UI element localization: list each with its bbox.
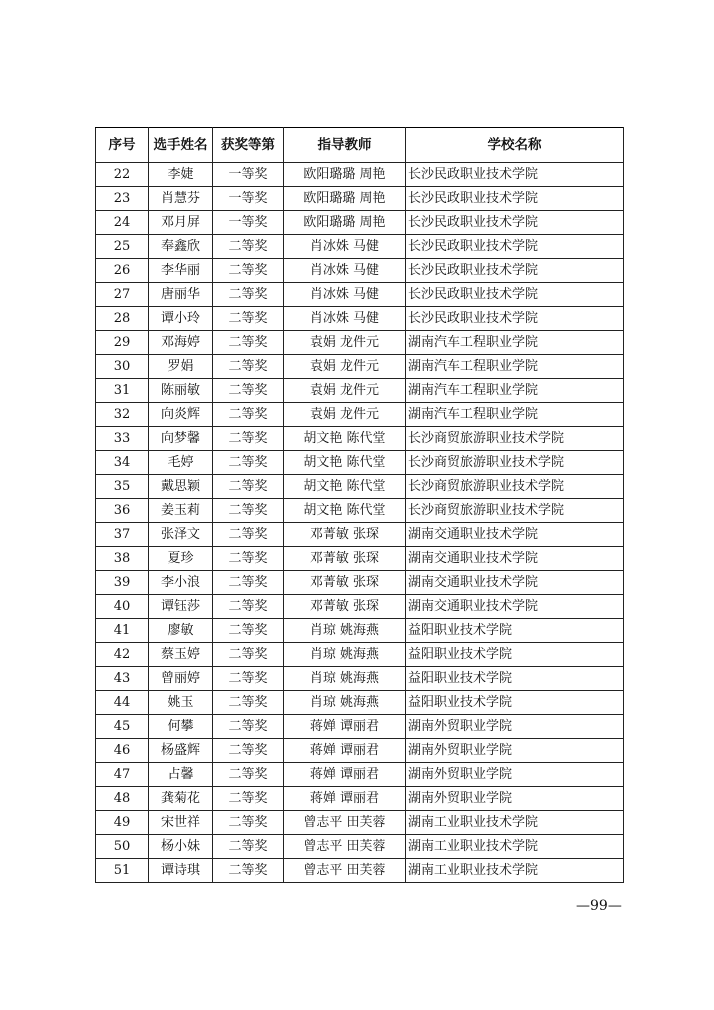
header-index: 序号 bbox=[96, 128, 149, 163]
table-row bbox=[96, 211, 624, 235]
contestant-name: 邓月屏 bbox=[149, 211, 213, 235]
award-level: 二等奖 bbox=[213, 259, 284, 283]
table-row bbox=[96, 787, 624, 811]
page-number: —99— bbox=[576, 898, 622, 914]
table-row bbox=[96, 547, 624, 571]
table-row bbox=[96, 643, 624, 667]
table-row bbox=[96, 619, 624, 643]
instructor-names: 胡文艳 陈代堂 bbox=[284, 475, 406, 499]
instructor-names: 肖冰姝 马健 bbox=[284, 307, 406, 331]
award-level: 二等奖 bbox=[213, 859, 284, 883]
row-index: 41 bbox=[96, 619, 149, 643]
instructor-names: 袁娟 龙件元 bbox=[284, 403, 406, 427]
table-row bbox=[96, 859, 624, 883]
instructor-names: 胡文艳 陈代堂 bbox=[284, 427, 406, 451]
award-level: 一等奖 bbox=[213, 187, 284, 211]
award-level: 二等奖 bbox=[213, 667, 284, 691]
contestant-name: 唐丽华 bbox=[149, 283, 213, 307]
school-name: 益阳职业技术学院 bbox=[406, 619, 624, 643]
table-row bbox=[96, 259, 624, 283]
contestant-name: 李婕 bbox=[149, 163, 213, 187]
award-level: 二等奖 bbox=[213, 619, 284, 643]
contestant-name: 谭小玲 bbox=[149, 307, 213, 331]
row-index: 24 bbox=[96, 211, 149, 235]
school-name: 湖南工业职业技术学院 bbox=[406, 859, 624, 883]
award-level: 二等奖 bbox=[213, 379, 284, 403]
contestant-name: 罗娟 bbox=[149, 355, 213, 379]
school-name: 长沙商贸旅游职业技术学院 bbox=[406, 499, 624, 523]
award-level: 二等奖 bbox=[213, 331, 284, 355]
row-index: 33 bbox=[96, 427, 149, 451]
row-index: 29 bbox=[96, 331, 149, 355]
header-instructor: 指导教师 bbox=[284, 128, 406, 163]
award-level: 二等奖 bbox=[213, 235, 284, 259]
table-row bbox=[96, 475, 624, 499]
award-level: 二等奖 bbox=[213, 427, 284, 451]
table-row bbox=[96, 835, 624, 859]
row-index: 45 bbox=[96, 715, 149, 739]
contestant-name: 廖敏 bbox=[149, 619, 213, 643]
instructor-names: 欧阳璐璐 周艳 bbox=[284, 211, 406, 235]
instructor-names: 胡文艳 陈代堂 bbox=[284, 499, 406, 523]
table-row bbox=[96, 283, 624, 307]
school-name: 湖南汽车工程职业学院 bbox=[406, 403, 624, 427]
school-name: 长沙商贸旅游职业技术学院 bbox=[406, 451, 624, 475]
award-level: 二等奖 bbox=[213, 715, 284, 739]
award-level: 一等奖 bbox=[213, 163, 284, 187]
award-level: 二等奖 bbox=[213, 763, 284, 787]
instructor-names: 邓菁敏 张琛 bbox=[284, 547, 406, 571]
award-level: 二等奖 bbox=[213, 307, 284, 331]
award-level: 二等奖 bbox=[213, 739, 284, 763]
award-level: 二等奖 bbox=[213, 451, 284, 475]
header-contestant: 选手姓名 bbox=[149, 128, 213, 163]
instructor-names: 袁娟 龙件元 bbox=[284, 331, 406, 355]
school-name: 湖南外贸职业学院 bbox=[406, 763, 624, 787]
row-index: 43 bbox=[96, 667, 149, 691]
header-award-level: 获奖等第 bbox=[213, 128, 284, 163]
row-index: 32 bbox=[96, 403, 149, 427]
school-name: 湖南汽车工程职业学院 bbox=[406, 331, 624, 355]
award-level: 二等奖 bbox=[213, 403, 284, 427]
instructor-names: 肖琼 姚海燕 bbox=[284, 643, 406, 667]
school-name: 湖南外贸职业学院 bbox=[406, 715, 624, 739]
row-index: 47 bbox=[96, 763, 149, 787]
instructor-names: 袁娟 龙件元 bbox=[284, 355, 406, 379]
award-level: 二等奖 bbox=[213, 499, 284, 523]
school-name: 长沙民政职业技术学院 bbox=[406, 283, 624, 307]
table-row bbox=[96, 691, 624, 715]
instructor-names: 袁娟 龙件元 bbox=[284, 379, 406, 403]
contestant-name: 蔡玉婷 bbox=[149, 643, 213, 667]
row-index: 35 bbox=[96, 475, 149, 499]
row-index: 25 bbox=[96, 235, 149, 259]
table-row bbox=[96, 163, 624, 187]
table-row bbox=[96, 571, 624, 595]
table-row bbox=[96, 355, 624, 379]
row-index: 50 bbox=[96, 835, 149, 859]
row-index: 27 bbox=[96, 283, 149, 307]
contestant-name: 戴思颖 bbox=[149, 475, 213, 499]
instructor-names: 邓菁敏 张琛 bbox=[284, 571, 406, 595]
award-table bbox=[95, 127, 624, 883]
header-school: 学校名称 bbox=[406, 128, 624, 163]
award-level: 二等奖 bbox=[213, 355, 284, 379]
contestant-name: 李华丽 bbox=[149, 259, 213, 283]
row-index: 44 bbox=[96, 691, 149, 715]
contestant-name: 宋世祥 bbox=[149, 811, 213, 835]
row-index: 28 bbox=[96, 307, 149, 331]
contestant-name: 张泽文 bbox=[149, 523, 213, 547]
award-level: 二等奖 bbox=[213, 691, 284, 715]
table-row bbox=[96, 739, 624, 763]
contestant-name: 姚玉 bbox=[149, 691, 213, 715]
instructor-names: 蒋婵 谭丽君 bbox=[284, 715, 406, 739]
instructor-names: 肖冰姝 马健 bbox=[284, 235, 406, 259]
school-name: 益阳职业技术学院 bbox=[406, 691, 624, 715]
table-header bbox=[96, 128, 624, 163]
contestant-name: 杨小妹 bbox=[149, 835, 213, 859]
instructor-names: 蒋婵 谭丽君 bbox=[284, 739, 406, 763]
instructor-names: 蒋婵 谭丽君 bbox=[284, 787, 406, 811]
row-index: 38 bbox=[96, 547, 149, 571]
school-name: 长沙商贸旅游职业技术学院 bbox=[406, 427, 624, 451]
table-row bbox=[96, 307, 624, 331]
instructor-names: 曾志平 田芙蓉 bbox=[284, 835, 406, 859]
instructor-names: 邓菁敏 张琛 bbox=[284, 595, 406, 619]
school-name: 长沙商贸旅游职业技术学院 bbox=[406, 475, 624, 499]
school-name: 湖南外贸职业学院 bbox=[406, 787, 624, 811]
table-row bbox=[96, 523, 624, 547]
instructor-names: 曾志平 田芙蓉 bbox=[284, 859, 406, 883]
school-name: 湖南汽车工程职业学院 bbox=[406, 379, 624, 403]
school-name: 长沙民政职业技术学院 bbox=[406, 187, 624, 211]
contestant-name: 肖慧芬 bbox=[149, 187, 213, 211]
table-body bbox=[96, 163, 624, 883]
instructor-names: 肖冰姝 马健 bbox=[284, 259, 406, 283]
row-index: 48 bbox=[96, 787, 149, 811]
award-level: 二等奖 bbox=[213, 811, 284, 835]
school-name: 益阳职业技术学院 bbox=[406, 667, 624, 691]
award-level: 二等奖 bbox=[213, 475, 284, 499]
contestant-name: 杨盛辉 bbox=[149, 739, 213, 763]
instructor-names: 蒋婵 谭丽君 bbox=[284, 763, 406, 787]
table-row bbox=[96, 667, 624, 691]
row-index: 42 bbox=[96, 643, 149, 667]
table-row bbox=[96, 763, 624, 787]
instructor-names: 肖冰姝 马健 bbox=[284, 283, 406, 307]
instructor-names: 胡文艳 陈代堂 bbox=[284, 451, 406, 475]
school-name: 长沙民政职业技术学院 bbox=[406, 235, 624, 259]
contestant-name: 谭诗琪 bbox=[149, 859, 213, 883]
row-index: 39 bbox=[96, 571, 149, 595]
table-row bbox=[96, 331, 624, 355]
contestant-name: 李小浪 bbox=[149, 571, 213, 595]
school-name: 长沙民政职业技术学院 bbox=[406, 259, 624, 283]
contestant-name: 占馨 bbox=[149, 763, 213, 787]
table-row bbox=[96, 499, 624, 523]
instructor-names: 肖琼 姚海燕 bbox=[284, 691, 406, 715]
row-index: 51 bbox=[96, 859, 149, 883]
row-index: 40 bbox=[96, 595, 149, 619]
school-name: 湖南外贸职业学院 bbox=[406, 739, 624, 763]
contestant-name: 向炎辉 bbox=[149, 403, 213, 427]
contestant-name: 向梦馨 bbox=[149, 427, 213, 451]
table-row bbox=[96, 187, 624, 211]
table-row bbox=[96, 451, 624, 475]
contestant-name: 毛婷 bbox=[149, 451, 213, 475]
contestant-name: 陈丽敏 bbox=[149, 379, 213, 403]
row-index: 23 bbox=[96, 187, 149, 211]
award-level: 二等奖 bbox=[213, 523, 284, 547]
school-name: 湖南交通职业技术学院 bbox=[406, 571, 624, 595]
school-name: 长沙民政职业技术学院 bbox=[406, 163, 624, 187]
row-index: 49 bbox=[96, 811, 149, 835]
row-index: 36 bbox=[96, 499, 149, 523]
instructor-names: 肖琼 姚海燕 bbox=[284, 667, 406, 691]
school-name: 益阳职业技术学院 bbox=[406, 643, 624, 667]
contestant-name: 奉鑫欣 bbox=[149, 235, 213, 259]
contestant-name: 龚菊花 bbox=[149, 787, 213, 811]
award-level: 二等奖 bbox=[213, 835, 284, 859]
instructor-names: 欧阳璐璐 周艳 bbox=[284, 163, 406, 187]
instructor-names: 肖琼 姚海燕 bbox=[284, 619, 406, 643]
table-row bbox=[96, 427, 624, 451]
award-level: 二等奖 bbox=[213, 571, 284, 595]
school-name: 湖南汽车工程职业学院 bbox=[406, 355, 624, 379]
school-name: 长沙民政职业技术学院 bbox=[406, 307, 624, 331]
school-name: 湖南工业职业技术学院 bbox=[406, 835, 624, 859]
table-row bbox=[96, 379, 624, 403]
row-index: 30 bbox=[96, 355, 149, 379]
school-name: 湖南工业职业技术学院 bbox=[406, 811, 624, 835]
school-name: 湖南交通职业技术学院 bbox=[406, 547, 624, 571]
award-level: 二等奖 bbox=[213, 595, 284, 619]
table-row bbox=[96, 715, 624, 739]
award-level: 二等奖 bbox=[213, 547, 284, 571]
contestant-name: 曾丽婷 bbox=[149, 667, 213, 691]
contestant-name: 夏珍 bbox=[149, 547, 213, 571]
table-row bbox=[96, 235, 624, 259]
contestant-name: 邓海婷 bbox=[149, 331, 213, 355]
contestant-name: 姜玉莉 bbox=[149, 499, 213, 523]
row-index: 22 bbox=[96, 163, 149, 187]
contestant-name: 谭钰莎 bbox=[149, 595, 213, 619]
row-index: 26 bbox=[96, 259, 149, 283]
instructor-names: 邓菁敏 张琛 bbox=[284, 523, 406, 547]
instructor-names: 欧阳璐璐 周艳 bbox=[284, 187, 406, 211]
school-name: 湖南交通职业技术学院 bbox=[406, 595, 624, 619]
row-index: 31 bbox=[96, 379, 149, 403]
table-row bbox=[96, 811, 624, 835]
row-index: 34 bbox=[96, 451, 149, 475]
table-row bbox=[96, 403, 624, 427]
award-level: 二等奖 bbox=[213, 643, 284, 667]
contestant-name: 何攀 bbox=[149, 715, 213, 739]
award-level: 一等奖 bbox=[213, 211, 284, 235]
row-index: 46 bbox=[96, 739, 149, 763]
school-name: 长沙民政职业技术学院 bbox=[406, 211, 624, 235]
row-index: 37 bbox=[96, 523, 149, 547]
header-row bbox=[96, 128, 624, 163]
table-row bbox=[96, 595, 624, 619]
award-level: 二等奖 bbox=[213, 787, 284, 811]
instructor-names: 曾志平 田芙蓉 bbox=[284, 811, 406, 835]
school-name: 湖南交通职业技术学院 bbox=[406, 523, 624, 547]
award-level: 二等奖 bbox=[213, 283, 284, 307]
